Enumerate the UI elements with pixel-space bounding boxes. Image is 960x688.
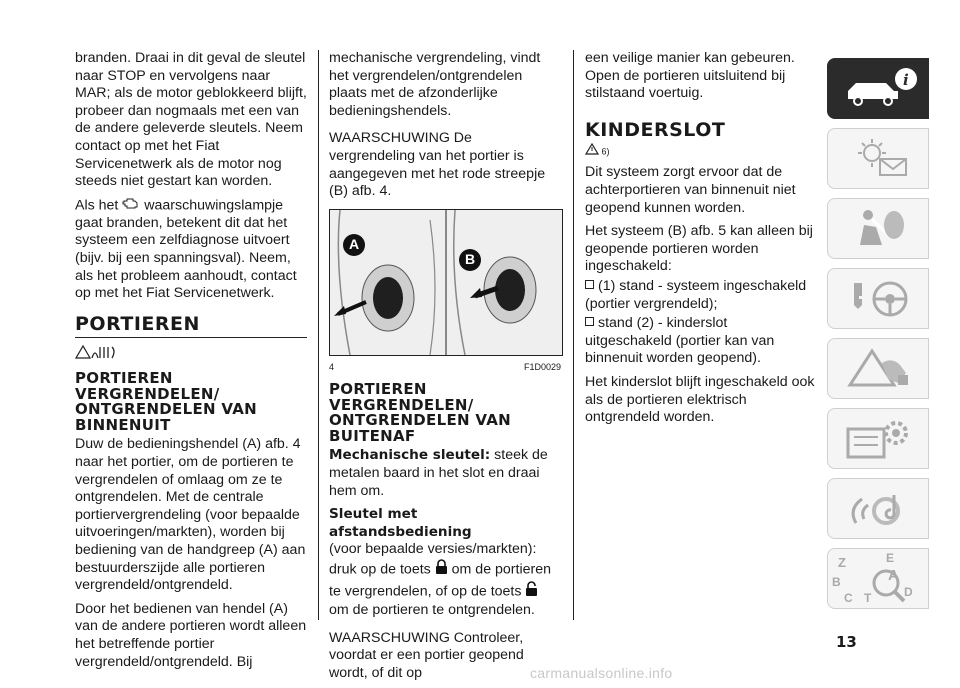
door-lock-illustration: [330, 210, 562, 355]
tab-car-info[interactable]: [827, 58, 929, 119]
section-title-kinderslot: KINDERSLOT: [585, 118, 726, 141]
svg-text:i: i: [903, 71, 909, 89]
paragraph: Dit systeem zorgt ervoor dat de achterportieren van binnenuit niet geopend kunnen worden.: [585, 164, 796, 216]
column-1: [75, 50, 307, 677]
column-divider: [318, 50, 319, 620]
index-letter: T: [864, 591, 872, 605]
paragraph: Het kinderslot blijft ingeschakeld ook als de portieren elektrisch ontgrendeld worden.: [585, 373, 815, 426]
paragraph: Duw de bedieningshendel (A) afb. 4 naar het portier, om de portieren te vergrendelen of omlaag om ze te ontgrendelen. Met de centrale portiervergrendeling (voor bepaalde uitvoeringen/markten), worden bij bediening van de handgreep (A) aan bestuurderszijde alle portieren vergrendeld/ontgrendeld.: [75, 436, 306, 594]
index-letter: B: [832, 575, 841, 589]
paragraph-mechanical-key: Mechanische sleutel: steek de metalen baard in het slot en draai hem om.: [329, 447, 548, 499]
tab-starting-driving[interactable]: [827, 268, 929, 329]
bullet-icon: [585, 280, 594, 289]
tab-warning-lights[interactable]: [827, 128, 929, 189]
figure-door-lock: [329, 209, 563, 356]
list-item: (1) stand - systeem ingeschakeld (portier vergrendeld);: [585, 277, 807, 312]
subsection-title-buitenaf: PORTIEREN VERGRENDELEN/ ONTGRENDELEN VAN BUITENAF: [329, 380, 512, 445]
tab-maintenance[interactable]: [827, 408, 929, 469]
tab-index[interactable]: [827, 548, 929, 609]
column-divider: [573, 50, 574, 620]
starting-driving-icon: [842, 275, 922, 323]
engine-warning-icon: [122, 197, 140, 215]
watermark: carmanualsonline.info: [530, 665, 673, 681]
paragraph: een veilige manier kan gebeuren. Open de portieren uitsluitend bij stilstaand voertuig.: [585, 50, 795, 102]
section-title-portieren: PORTIEREN: [75, 312, 200, 335]
column-2: [329, 50, 561, 688]
warning-reference-icon: [75, 344, 119, 360]
lock-closed-icon: [435, 559, 448, 581]
multimedia-icon: [842, 485, 922, 533]
index-letter: D: [904, 585, 913, 599]
lock-open-icon: [525, 581, 538, 603]
figure-number: 4: [329, 361, 335, 372]
index-icon: [842, 555, 922, 607]
index-letter: E: [886, 551, 895, 565]
column-3: [585, 50, 817, 433]
list-item: stand (2) - kinderslot uitgeschakeld (portier kan van binnenuit worden geopend).: [585, 315, 775, 367]
figure-caption: [329, 359, 561, 377]
emergency-icon: [842, 345, 922, 393]
figure-label-b: B: [465, 250, 476, 267]
index-letter: Z: [838, 555, 846, 570]
car-info-icon: [842, 65, 922, 113]
page-number: 13: [836, 633, 857, 651]
safety-airbag-icon: [842, 205, 922, 253]
reference-icons: [75, 344, 307, 366]
bullet-icon: [585, 317, 594, 326]
chapter-index-sidebar: [827, 58, 929, 618]
paragraph: Door het bedienen van hendel (A) van de andere portieren wordt alleen het betreffende portier vergrendeld/ontgrendeld. Bij: [75, 600, 307, 670]
subsection-title-binnenuit: PORTIEREN VERGRENDELEN/ ONTGRENDELEN VAN BINNENUIT: [75, 369, 258, 434]
paragraph: mechanische vergrendeling, vindt het vergrendelen/ontgrendelen plaats met de afzonderlijke bedieningshendels.: [329, 50, 541, 119]
index-letter: A: [888, 567, 899, 584]
warning-reference: 6): [585, 143, 817, 162]
paragraph: branden. Draai in dit geval de sleutel naar STOP en vervolgens naar MAR; als de motor geblokkeerd blijft, probeer dan nogmaals met een van de andere geleverde sleutels. Neem contact op met het Fiat Servicenetwerk als de motor nog steeds niet gestart kan worden.: [75, 50, 307, 190]
warning-paragraph: WAARSCHUWING Controleer, voordat er een portier geopend wordt, of dit op: [329, 629, 524, 681]
tab-multimedia[interactable]: [827, 478, 929, 539]
warning-paragraph: WAARSCHUWING De vergrendeling van het portier is aangegeven met het rode streepje (B) afb. 4.: [329, 130, 546, 200]
tab-safety[interactable]: [827, 198, 929, 259]
figure-label-a: A: [349, 235, 360, 252]
warning-triangle-icon: [585, 143, 599, 162]
maintenance-icon: [842, 415, 922, 463]
paragraph-warning-light: Als het waarschuwingslampje gaat branden, betekent dit dat het systeem een zelfdiagnose uitvoert (bijv. bij een spanningsval). Neem, als het probleem aanhoudt, contact op met het Fiat Servicenetwerk.: [75, 197, 297, 302]
paragraph-remote-key: Sleutel met afstandsbediening (voor bepaalde versies/markten): druk op de toets om de portieren te vergrendelen, of op de toets om de portieren te ontgrendelen.: [329, 506, 552, 619]
divider: [75, 337, 307, 338]
tab-emergency[interactable]: [827, 338, 929, 399]
index-letter: C: [844, 591, 853, 605]
paragraph: Het systeem (B) afb. 5 kan alleen bij geopende portieren worden ingeschakeld:: [585, 223, 813, 275]
warning-lights-icon: [842, 135, 922, 183]
figure-code: F1D0029: [523, 361, 561, 372]
